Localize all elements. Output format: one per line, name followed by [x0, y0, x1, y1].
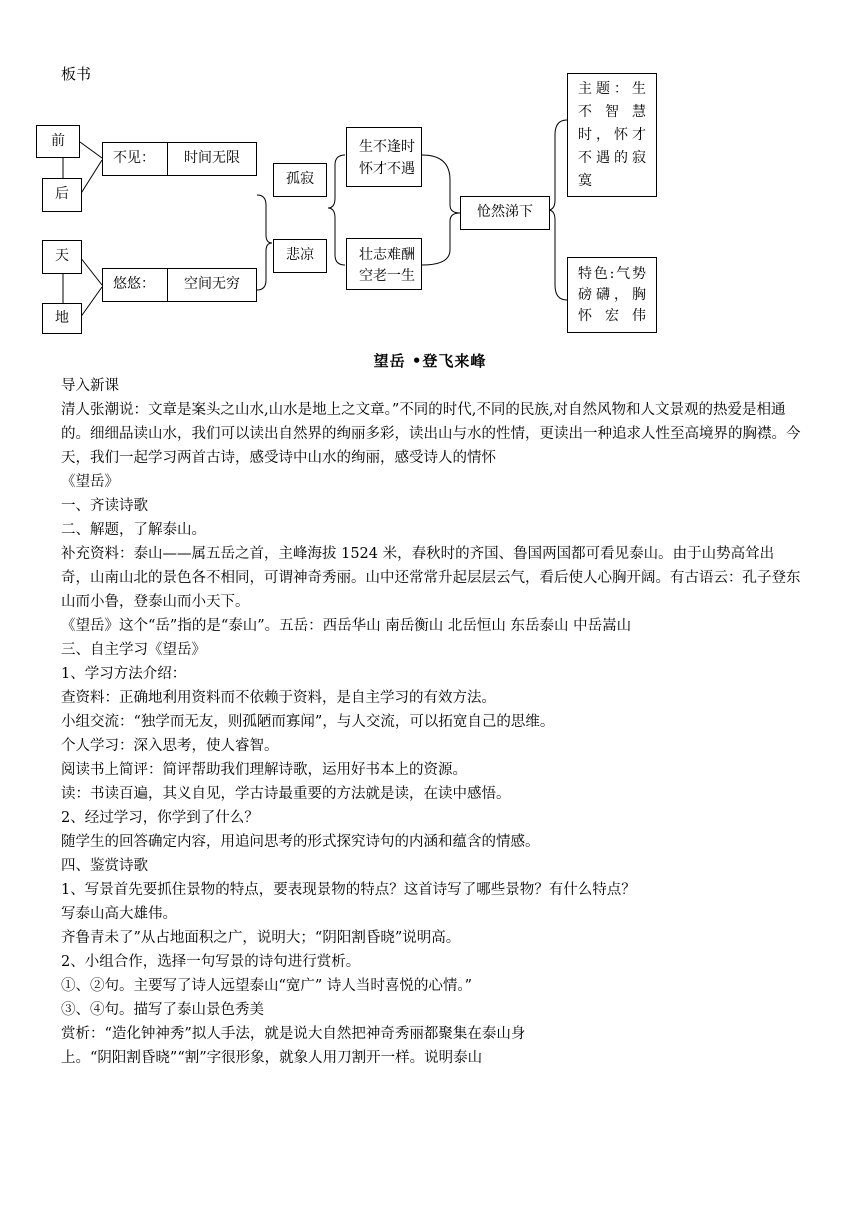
bujian-box: 不见： [102, 142, 168, 176]
text-line: 《望岳》这个“岳”指的是“泰山”。五岳：西岳华山 南岳衡山 北岳恒山 东岳泰山 中岳嵩山 [61, 618, 632, 634]
text-line: 三、自主学习《望岳》 [61, 642, 206, 658]
text-line: ①、②句。主要写了诗人远望泰山“宽广” 诗人当时喜悦的心情。” [61, 978, 473, 994]
text-line: 赏析：“造化钟神秀”拟人手法，就是说大自然把神奇秀丽都聚集在泰山身 [61, 1026, 526, 1042]
text-line: 1、写景首先要抓住景物的特点，要表现景物的特点？这首诗写了哪些景物？有什么特点？ [61, 882, 636, 898]
text-line: 齐鲁青未了”从占地面积之广，说明大；“阴阳割昏晓”说明高。 [61, 930, 461, 946]
text-line: 导入新课 [61, 378, 119, 394]
text-line: 小组交流：“独学而无友，则孤陋而寡闻”，与人交流，可以拓宽自己的思维。 [61, 714, 555, 730]
text-line: 个人学习：深入思考，使人睿智。 [61, 738, 279, 754]
earth-box: 地 [42, 303, 82, 334]
blackboard-diagram [0, 0, 860, 350]
text-line: ③、④句。描写了泰山景色秀美 [61, 1002, 264, 1018]
text-line: 《望岳》 [61, 474, 119, 490]
text-line: 2、小组合作，选择一句写景的诗句进行赏析。 [61, 954, 361, 970]
text-line: 四、鉴赏诗歌 [61, 858, 148, 874]
unmet-box: 生不逢时 怀才不遇 [346, 127, 422, 187]
text-line: 1、学习方法介绍： [61, 666, 187, 682]
text-paragraph: 补充资料：泰山——属五岳之首，主峰海拔 1524 米，春秋时的齐国、鲁国两国都可看见泰山。由于山势高耸出奇，山南山北的景色各不相同，可谓神奇秀丽。山中还常常升起层层云气，看后使人心胸开阔。有古语云：孔子登东山而小鲁，登泰山而小天下。 [61, 546, 801, 610]
text-line: 2、经过学习，你学到了什么？ [61, 810, 259, 826]
sad-box: 悲凉 [273, 239, 327, 273]
text-line: 随学生的回答确定内容，用追问思考的形式探究诗句的内涵和蕴含的情感。 [61, 834, 540, 850]
time-box: 时间无限 [167, 142, 257, 176]
feature-box: 特色:气势磅礴，胸怀宏伟 [567, 257, 657, 333]
space-box: 空间无穷 [167, 268, 257, 302]
text-line: 一、齐读诗歌 [61, 498, 148, 514]
ambition-box: 壮志难酬 空老一生 [346, 238, 422, 290]
lonely-box: 孤寂 [273, 163, 327, 197]
text-line: 写泰山高大雄伟。 [61, 906, 177, 922]
youyou-box: 悠悠： [102, 268, 168, 302]
text-line: 二、解题，了解泰山。 [61, 522, 206, 538]
blackboard-label: 板书 [61, 65, 92, 83]
front-box: 前 [36, 125, 80, 158]
text-line: 读：书读百遍，其义自见，学古诗最重要的方法就是读，在读中感悟。 [61, 786, 511, 802]
theme-box: 主题：生不智慧时，怀才不遇的寂寞 [567, 73, 657, 197]
sky-box: 天 [42, 240, 82, 274]
document-title: 望岳 •登飞来峰 [373, 352, 487, 370]
text-line: 阅读书上简评：简评帮助我们理解诗歌，运用好书本上的资源。 [61, 762, 467, 778]
tears-box: 怆然涕下 [460, 196, 550, 230]
text-line: 查资料：正确地利用资料而不依赖于资料，是自主学习的有效方法。 [61, 690, 496, 706]
text-paragraph: 清人张潮说：文章是案头之山水,山水是地上之文章。”不同的时代,不同的民族,对自然风物和人文景观的热爱是相通的。细细品读山水，我们可以读出自然界的绚丽多彩，读出山与水的性情，更读出一种追求人性至高境界的胸襟。今天，我们一起学习两首古诗，感受诗中山水的绚丽，感受诗人的情怀 [61, 402, 801, 466]
back-box: 后 [42, 178, 82, 212]
document-body [61, 374, 801, 1070]
text-line: 上。“阴阳割昏晓”“割”字很形象，就象人用刀割开一样。说明泰山 [61, 1050, 483, 1066]
